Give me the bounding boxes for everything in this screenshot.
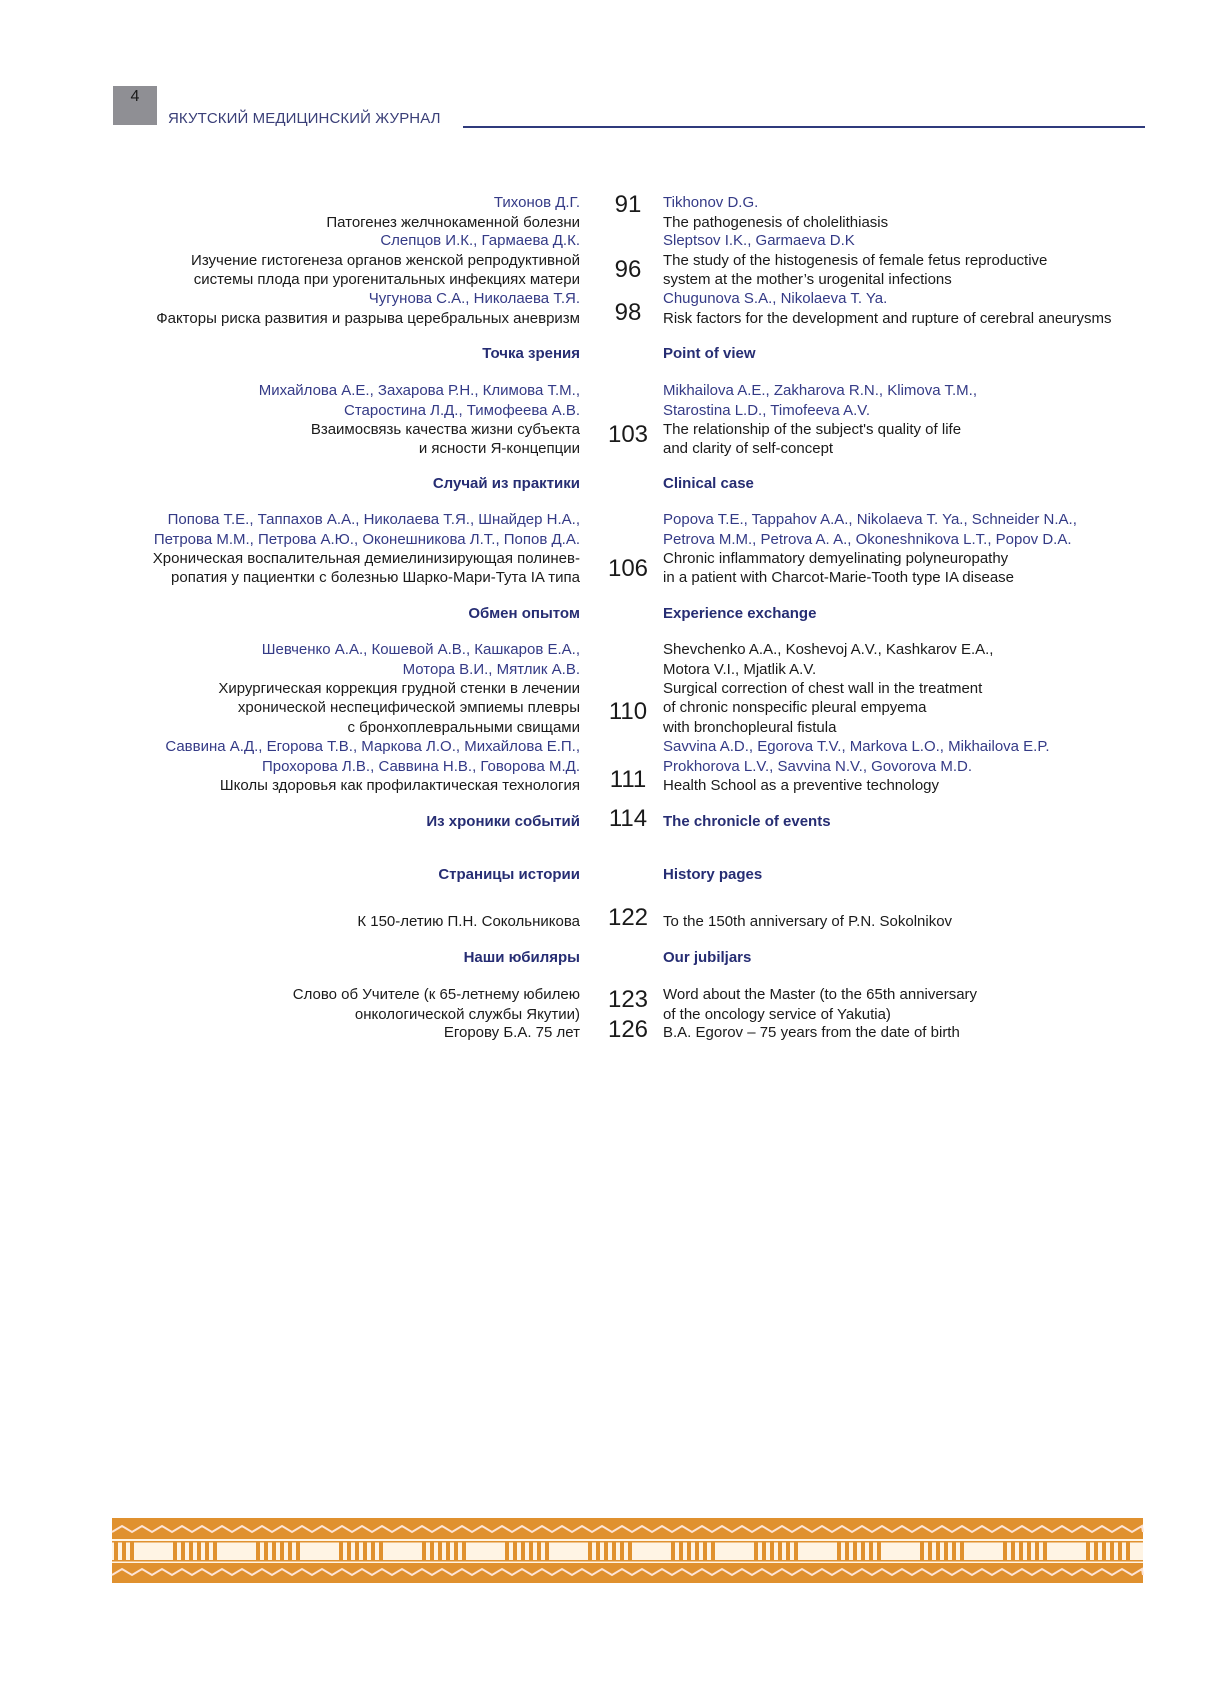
- ornament-bar: [181, 1542, 185, 1561]
- authors-ru: Саввина А.Д., Егорова Т.В., Маркова Л.О., Михайлова Е.П.,: [165, 738, 580, 756]
- title-en: of chronic nonspecific pleural empyema: [663, 699, 927, 717]
- section-heading-ru: Наши юбиляры: [463, 949, 580, 967]
- title-en: system at the mother’s urogenital infections: [663, 270, 952, 288]
- title-en: The study of the histogenesis of female fetus reproductive: [663, 251, 1048, 269]
- authors-en: Petrova M.M., Petrova A. A., Okoneshnikova L.T., Popov D.A.: [663, 530, 1072, 548]
- ornament-bar: [1118, 1542, 1122, 1561]
- ornament-bar: [537, 1542, 541, 1561]
- section-heading-en: The chronicle of events: [663, 813, 831, 831]
- title-en: Surgical correction of chest wall in the treatment: [663, 679, 983, 697]
- title-ru: Слово об Учителе (к 65-летнему юбилею: [292, 986, 580, 1004]
- authors-ru: Мотора В.И., Мятлик А.В.: [402, 660, 580, 678]
- title-en: in a patient with Charcot-Marie-Tooth type IA disease: [663, 569, 1015, 587]
- title-ru: Патогенез желчнокаменной болезни: [326, 213, 580, 231]
- authors-ru: Петрова М.М., Петрова А.Ю., Оконешникова Л.Т., Попов Д.А.: [153, 530, 580, 548]
- ornament-bar: [288, 1542, 292, 1561]
- ornament-bar: [462, 1542, 466, 1561]
- ornament-bar: [1094, 1542, 1098, 1561]
- ornament-bar: [703, 1542, 707, 1561]
- title-en: B.A. Egorov – 75 years from the date of birth: [663, 1024, 960, 1042]
- ornament-bar: [778, 1542, 782, 1561]
- title-en: The pathogenesis of cholelithiasis: [663, 213, 889, 231]
- title-ru: системы плода при урогенитальных инфекциях матери: [193, 270, 580, 288]
- ornament-bar: [371, 1542, 375, 1561]
- title-en: Chronic inflammatory demyelinating polyneuropathy: [663, 549, 1009, 567]
- ornament-bar: [363, 1542, 367, 1561]
- journal-title: ЯКУТСКИЙ МЕДИЦИНСКИЙ ЖУРНАЛ: [168, 110, 441, 127]
- authors-en: Savvina A.D., Egorova T.V., Markova L.O., Mikhailova E.P.: [663, 738, 1050, 756]
- section-heading-ru: Из хроники событий: [426, 813, 580, 831]
- section-heading-ru: Обмен опытом: [468, 605, 580, 623]
- ornament-bar: [687, 1542, 691, 1561]
- title-ru: онкологической службы Якутии): [354, 1005, 580, 1023]
- title-en: Health School as a preventive technology: [663, 776, 940, 794]
- ornament-bar: [1003, 1542, 1007, 1561]
- title-en: The relationship of the subject's quality of life: [663, 420, 962, 438]
- ornament-bar: [1043, 1542, 1047, 1561]
- authors-en: Prokhorova L.V., Savvina N.V., Govorova M.D.: [663, 757, 973, 775]
- ornament-bar: [114, 1542, 118, 1561]
- title-ru: хронической неспецифической эмпиемы плевры: [237, 699, 580, 717]
- ornament-bar: [845, 1542, 849, 1561]
- authors-en: Popova T.E., Tappahov A.A., Nikolaeva T. Ya., Schneider N.A.,: [663, 511, 1077, 529]
- ornament-bar: [1019, 1542, 1023, 1561]
- authors-ru: Михайлова А.Е., Захарова Р.Н., Климова Т.М.,: [258, 382, 580, 400]
- ornament-bar: [438, 1542, 442, 1561]
- title-ru: и ясности Я-концепции: [418, 440, 580, 458]
- ornament-bar: [1035, 1542, 1039, 1561]
- authors-ru: Прохорова Л.В., Саввина Н.В., Говорова М.Д.: [261, 757, 580, 775]
- section-heading-en: Our jubiljars: [663, 949, 752, 967]
- page-number-ref: 114: [608, 805, 648, 832]
- authors-ru: Чугунова С.А., Николаева Т.Я.: [368, 290, 580, 308]
- ornament-bar: [754, 1542, 758, 1561]
- section-heading-en: Experience exchange: [663, 605, 817, 623]
- ornament-bar: [695, 1542, 699, 1561]
- ornament-bar: [960, 1542, 964, 1561]
- section-heading-ru: Точка зрения: [482, 345, 580, 363]
- ornament-bar: [620, 1542, 624, 1561]
- page-number-ref: 123: [607, 986, 649, 1013]
- ornament-bar: [521, 1542, 525, 1561]
- page-number-ref: 111: [609, 766, 647, 793]
- title-en: Risk factors for the development and rupture of cerebral aneurysms: [663, 309, 1112, 327]
- ornament-bar: [513, 1542, 517, 1561]
- title-ru: ропатия у пациентки с болезнью Шарко-Мари-Тута IA типа: [171, 569, 580, 587]
- title-en: To the 150th anniversary of P.N. Sokolnikov: [663, 913, 953, 931]
- ornament-bar: [711, 1542, 715, 1561]
- ornament-bar: [920, 1542, 924, 1561]
- ornament-bar: [1027, 1542, 1031, 1561]
- ornament-bar: [446, 1542, 450, 1561]
- title-ru: Хирургическая коррекция грудной стенки в лечении: [218, 679, 580, 697]
- section-heading-en: Point of view: [663, 345, 756, 363]
- page-number-ref: 91: [614, 191, 642, 218]
- ornament-bar: [944, 1542, 948, 1561]
- ornament-bar: [296, 1542, 300, 1561]
- title-en: Motora V.I., Mjatlik A.V.: [663, 660, 817, 678]
- ornament-bar: [280, 1542, 284, 1561]
- ornament-bar: [122, 1542, 126, 1561]
- ornament-bar: [355, 1542, 359, 1561]
- title-ru: Егорову Б.А. 75 лет: [443, 1024, 580, 1042]
- ornament-bar: [347, 1542, 351, 1561]
- section-heading-en: History pages: [663, 866, 763, 884]
- title-ru: Хроническая воспалительная демиелинизирующая полинев-: [152, 549, 580, 567]
- ornament-bar: [936, 1542, 940, 1561]
- ornament-bar: [794, 1542, 798, 1561]
- ornament-bar: [205, 1542, 209, 1561]
- ornament-bar: [588, 1542, 592, 1561]
- ornament-bar: [505, 1542, 509, 1561]
- ornament-bar: [1086, 1542, 1090, 1561]
- authors-ru: Слепцов И.К., Гармаева Д.К.: [380, 232, 580, 250]
- ornament-bar: [1110, 1542, 1114, 1561]
- page-number-ref: 96: [614, 256, 642, 283]
- authors-ru: Попова Т.Е., Таппахов А.А., Николаева Т.Я., Шнайдер Н.А.,: [167, 511, 580, 529]
- title-en: of the oncology service of Yakutia): [663, 1005, 891, 1023]
- ornament-bar: [173, 1542, 177, 1561]
- authors-ru: Тихонов Д.Г.: [493, 194, 580, 212]
- page-number: 4: [130, 88, 140, 105]
- ornament-bar: [1126, 1542, 1130, 1561]
- authors-en: Sleptsov I.K., Garmaeva D.K: [663, 232, 855, 250]
- authors-en: Tikhonov D.G.: [663, 194, 759, 212]
- title-ru: К 150-летию П.Н. Сокольникова: [357, 913, 580, 931]
- authors-en: Starostina L.D., Timofeeva A.V.: [663, 401, 871, 419]
- ornament-bar: [430, 1542, 434, 1561]
- ornament-bar: [213, 1542, 217, 1561]
- page-number-ref: 106: [607, 555, 649, 582]
- authors-en: Chugunova S.A., Nikolaeva T. Ya.: [663, 290, 888, 308]
- ornament-bar: [545, 1542, 549, 1561]
- ornament-bar: [837, 1542, 841, 1561]
- ornament-bar: [628, 1542, 632, 1561]
- title-ru: Школы здоровья как профилактическая технология: [219, 776, 580, 794]
- ornament-bar: [422, 1542, 426, 1561]
- authors-ru: Старостина Л.Д., Тимофеева А.В.: [344, 401, 580, 419]
- authors-en: Mikhailova A.E., Zakharova R.N., Klimova T.M.,: [663, 382, 977, 400]
- title-ru: с бронхоплевральными свищами: [347, 718, 580, 736]
- ornament-bar: [786, 1542, 790, 1561]
- authors-ru: Шевченко А.А., Кошевой А.В., Кашкаров Е.А.,: [261, 641, 580, 659]
- ornament-bar: [671, 1542, 675, 1561]
- ornament-bar: [679, 1542, 683, 1561]
- section-heading-ru: Страницы истории: [438, 866, 580, 884]
- title-ru: Взаимосвязь качества жизни субъекта: [310, 420, 580, 438]
- ornament-bar: [454, 1542, 458, 1561]
- ornament-bar: [612, 1542, 616, 1561]
- ornament-bar: [762, 1542, 766, 1561]
- ornament-bar: [877, 1542, 881, 1561]
- ornament-bar: [869, 1542, 873, 1561]
- ornament-bar: [272, 1542, 276, 1561]
- title-en: Shevchenko A.A., Koshevoj A.V., Kashkarov E.A.,: [663, 641, 994, 659]
- title-ru: Изучение гистогенеза органов женской репродуктивной: [191, 251, 580, 269]
- ornament-bar: [1011, 1542, 1015, 1561]
- page-number-ref: 126: [607, 1016, 649, 1043]
- page-number-ref: 110: [608, 698, 648, 725]
- ornament-bar: [861, 1542, 865, 1561]
- ornament-bar: [928, 1542, 932, 1561]
- title-en: and clarity of self-concept: [663, 440, 834, 458]
- ornament-bar: [1102, 1542, 1106, 1561]
- ornament-bar: [379, 1542, 383, 1561]
- section-heading-ru: Случай из практики: [432, 475, 580, 493]
- page-number-ref: 122: [607, 904, 649, 931]
- ornament-bar: [596, 1542, 600, 1561]
- ornament-bar: [256, 1542, 260, 1561]
- page-number-ref: 103: [607, 421, 649, 448]
- ornament-bar: [952, 1542, 956, 1561]
- ornament-bar: [853, 1542, 857, 1561]
- page-number-ref: 98: [614, 299, 642, 326]
- title-ru: Факторы риска развития и разрыва церебральных аневризм: [156, 309, 580, 327]
- ornament-bar: [604, 1542, 608, 1561]
- section-heading-en: Clinical case: [663, 475, 754, 493]
- ornament-bar: [770, 1542, 774, 1561]
- ornament-bar: [339, 1542, 343, 1561]
- title-en: Word about the Master (to the 65th anniversary: [663, 986, 978, 1004]
- ornament-bar: [130, 1542, 134, 1561]
- ornament-bar: [529, 1542, 533, 1561]
- title-en: with bronchopleural fistula: [663, 718, 837, 736]
- ornament-bar: [189, 1542, 193, 1561]
- ornament-bar: [197, 1542, 201, 1561]
- ornament-bar: [264, 1542, 268, 1561]
